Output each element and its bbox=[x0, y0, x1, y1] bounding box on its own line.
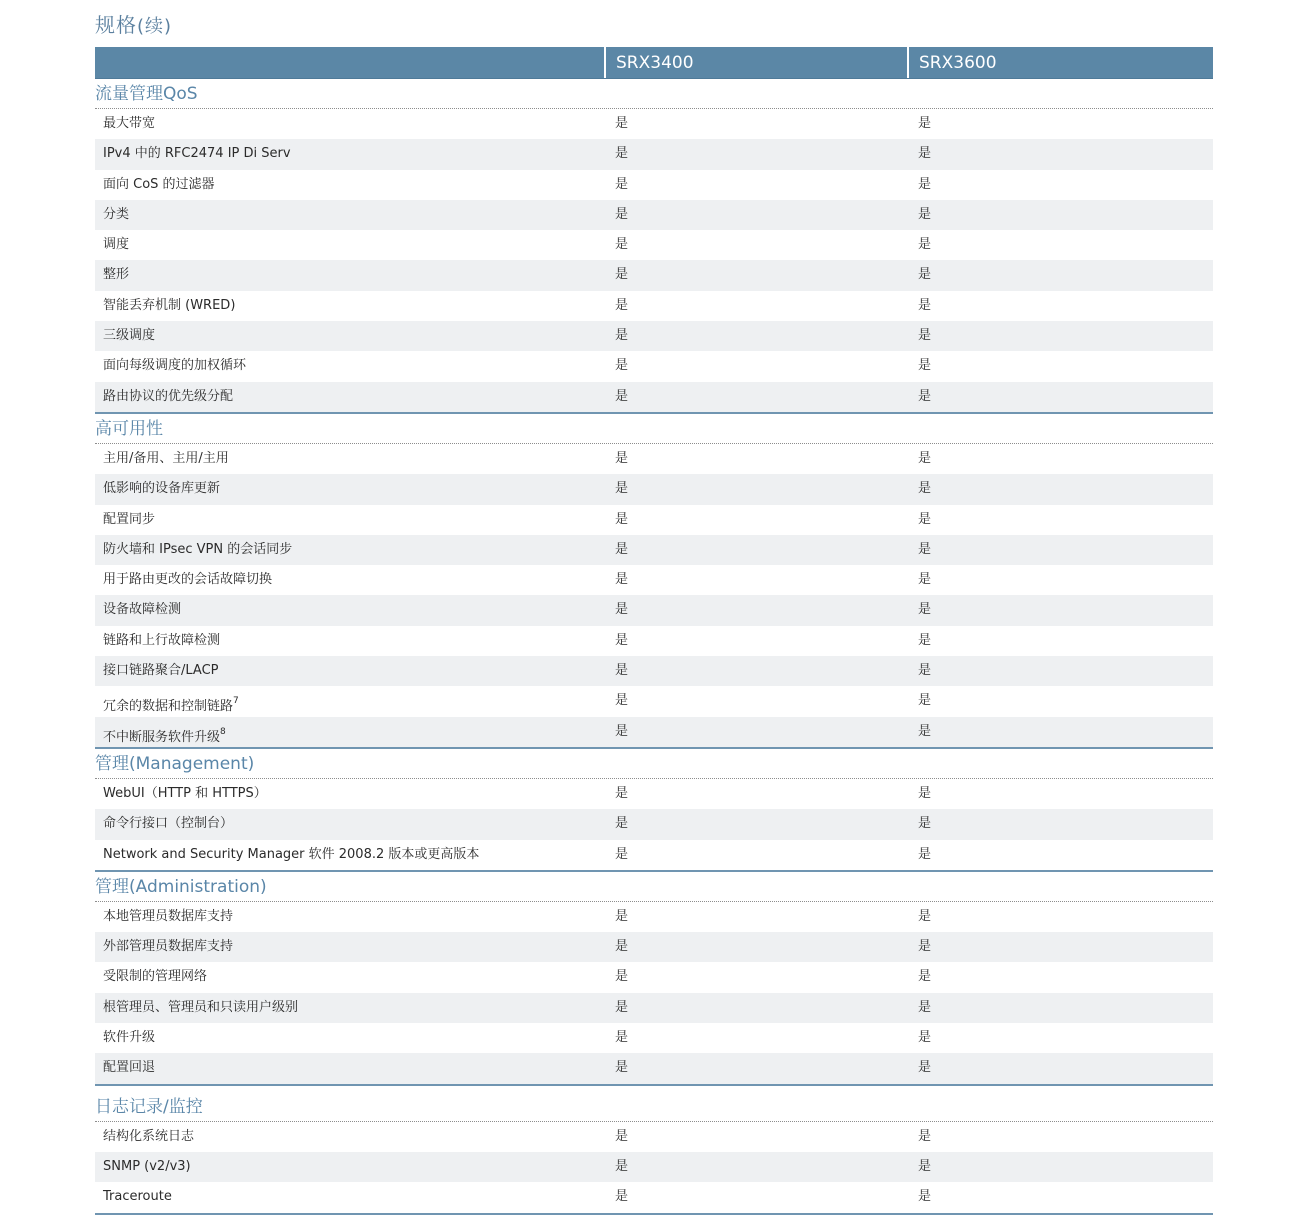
feature-name-cell bbox=[103, 321, 155, 351]
table-row bbox=[95, 1053, 1213, 1083]
feature-name: 外部管理员数据库支持 bbox=[103, 939, 234, 955]
feature-name-cell bbox=[103, 932, 233, 962]
feature-name-cell bbox=[103, 626, 220, 656]
table-row bbox=[95, 1122, 1213, 1152]
srx3600-value: 是 bbox=[918, 328, 932, 344]
feature-name-cell bbox=[103, 1023, 155, 1053]
feature-name: 链路和上行故障检测 bbox=[103, 632, 221, 648]
feature-name: 面向每级调度的加权循环 bbox=[103, 358, 247, 374]
srx3400-value: 是 bbox=[615, 116, 629, 131]
srx3400-value: 是 bbox=[615, 146, 629, 162]
table-body bbox=[95, 79, 1213, 1215]
srx3400-value: 是 bbox=[615, 541, 629, 557]
feature-name-cell bbox=[103, 260, 129, 290]
feature-name-cell bbox=[103, 535, 292, 565]
srx3400-value: 是 bbox=[615, 1158, 629, 1174]
feature-name-cell bbox=[103, 656, 219, 686]
table-row bbox=[95, 902, 1213, 932]
srx3400-value: 是 bbox=[615, 999, 629, 1015]
table-section bbox=[95, 749, 1213, 872]
srx3400-value: 是 bbox=[615, 816, 629, 832]
table-row bbox=[95, 962, 1213, 992]
srx3400-value: 是 bbox=[615, 723, 629, 739]
table-row bbox=[95, 139, 1213, 169]
section-title: 日志记录/监控 bbox=[95, 1092, 1213, 1122]
srx3400-value: 是 bbox=[615, 297, 629, 313]
feature-name: 不中断服务软件升级 bbox=[103, 729, 221, 745]
table-row bbox=[95, 382, 1213, 412]
table-row bbox=[95, 1023, 1213, 1053]
table-row bbox=[95, 535, 1213, 565]
srx3400-value: 是 bbox=[615, 663, 629, 679]
feature-name: 结构化系统日志 bbox=[103, 1128, 195, 1144]
srx3400-value: 是 bbox=[615, 785, 629, 801]
srx3600-value: 是 bbox=[918, 723, 932, 739]
srx3600-value: 是 bbox=[918, 785, 932, 801]
page-title-suffix: (续) bbox=[137, 16, 173, 37]
srx3600-value: 是 bbox=[918, 1158, 932, 1174]
feature-name: 根管理员、管理员和只读用户级别 bbox=[103, 999, 299, 1015]
column-header-srx3400: SRX3400 bbox=[604, 47, 908, 78]
srx3400-value: 是 bbox=[615, 267, 629, 283]
table-row bbox=[95, 717, 1213, 747]
feature-name-cell bbox=[103, 291, 235, 321]
feature-name-cell bbox=[103, 595, 181, 625]
section-title: 流量管理QoS bbox=[95, 79, 1213, 109]
page-title-text: 规格 bbox=[95, 13, 137, 37]
srx3600-value: 是 bbox=[918, 206, 932, 222]
srx3600-value: 是 bbox=[918, 511, 932, 527]
srx3600-value: 是 bbox=[918, 939, 932, 955]
srx3600-value: 是 bbox=[918, 663, 932, 679]
feature-name: SNMP (v2/v3) bbox=[103, 1158, 191, 1174]
feature-name-cell bbox=[103, 1122, 194, 1152]
table-row bbox=[95, 779, 1213, 809]
spec-table bbox=[95, 47, 1213, 1215]
table-row bbox=[95, 291, 1213, 321]
srx3400-value: 是 bbox=[615, 1060, 629, 1076]
table-section bbox=[95, 872, 1213, 1086]
srx3600-value: 是 bbox=[918, 1060, 932, 1076]
srx3400-value: 是 bbox=[615, 602, 629, 618]
feature-name-cell bbox=[103, 1053, 155, 1083]
table-row bbox=[95, 595, 1213, 625]
srx3600-value: 是 bbox=[918, 908, 932, 924]
srx3600-value: 是 bbox=[918, 541, 932, 557]
table-row bbox=[95, 351, 1213, 381]
table-row bbox=[95, 321, 1213, 351]
table-row bbox=[95, 109, 1213, 139]
footnote-marker: 7 bbox=[233, 696, 239, 707]
table-header bbox=[95, 47, 1213, 79]
srx3400-value: 是 bbox=[615, 481, 629, 497]
srx3600-value: 是 bbox=[918, 481, 932, 497]
feature-name: 用于路由更改的会话故障切换 bbox=[103, 572, 273, 588]
feature-name-cell bbox=[103, 902, 233, 932]
section-title: 管理(Management) bbox=[95, 749, 1213, 779]
srx3400-value: 是 bbox=[615, 206, 629, 222]
srx3400-value: 是 bbox=[615, 693, 629, 709]
feature-name: 设备故障检测 bbox=[103, 602, 182, 618]
feature-name: 三级调度 bbox=[103, 328, 156, 344]
table-row bbox=[95, 474, 1213, 504]
srx3400-value: 是 bbox=[615, 1128, 629, 1144]
srx3600-value: 是 bbox=[918, 388, 932, 404]
table-row bbox=[95, 565, 1213, 595]
feature-name: Network and Security Manager 软件 2008.2 版本或更高版本 bbox=[103, 846, 480, 862]
srx3600-value: 是 bbox=[918, 450, 932, 466]
feature-name: 分类 bbox=[103, 206, 130, 222]
feature-name-cell bbox=[103, 109, 155, 139]
feature-name: 低影响的设备库更新 bbox=[103, 481, 221, 497]
feature-name: 防火墙和 IPsec VPN 的会话同步 bbox=[103, 541, 293, 557]
srx3400-value: 是 bbox=[615, 1030, 629, 1046]
feature-name-cell bbox=[103, 444, 229, 474]
feature-name: 主用/备用、主用/主用 bbox=[103, 450, 229, 466]
feature-name: 路由协议的优先级分配 bbox=[103, 388, 234, 404]
srx3600-value: 是 bbox=[918, 176, 932, 192]
table-row bbox=[95, 230, 1213, 260]
feature-name: 软件升级 bbox=[103, 1030, 156, 1046]
feature-name: 调度 bbox=[103, 237, 130, 253]
feature-name-cell bbox=[103, 200, 129, 230]
feature-name: 配置回退 bbox=[103, 1060, 156, 1076]
feature-name-cell bbox=[103, 230, 129, 260]
table-row bbox=[95, 932, 1213, 962]
srx3400-value: 是 bbox=[615, 511, 629, 527]
srx3600-value: 是 bbox=[918, 1128, 932, 1144]
feature-name: 最大带宽 bbox=[103, 116, 156, 131]
feature-name-cell bbox=[103, 1182, 172, 1212]
table-row bbox=[95, 260, 1213, 290]
srx3600-value: 是 bbox=[918, 358, 932, 374]
srx3600-value: 是 bbox=[918, 572, 932, 588]
feature-name: WebUI（HTTP 和 HTTPS） bbox=[103, 785, 267, 801]
srx3600-value: 是 bbox=[918, 116, 932, 131]
table-row bbox=[95, 656, 1213, 686]
feature-name: IPv4 中的 RFC2474 IP Di Serv bbox=[103, 146, 291, 162]
feature-name-cell bbox=[103, 505, 155, 535]
feature-name: 整形 bbox=[103, 267, 130, 283]
srx3600-value: 是 bbox=[918, 816, 932, 832]
section-title: 高可用性 bbox=[95, 414, 1213, 444]
feature-name-cell bbox=[103, 170, 215, 200]
srx3600-value: 是 bbox=[918, 602, 932, 618]
table-row bbox=[95, 1152, 1213, 1182]
feature-name-cell bbox=[103, 809, 233, 839]
srx3400-value: 是 bbox=[615, 176, 629, 192]
table-row bbox=[95, 444, 1213, 474]
feature-name-cell bbox=[103, 717, 226, 753]
srx3600-value: 是 bbox=[918, 846, 932, 862]
srx3600-value: 是 bbox=[918, 1189, 932, 1205]
srx3400-value: 是 bbox=[615, 388, 629, 404]
table-row bbox=[95, 686, 1213, 716]
feature-name-cell bbox=[103, 993, 298, 1023]
srx3600-value: 是 bbox=[918, 1030, 932, 1046]
table-row bbox=[95, 1182, 1213, 1212]
table-row bbox=[95, 505, 1213, 535]
column-header-srx3600: SRX3600 bbox=[907, 47, 1213, 78]
feature-name-cell bbox=[103, 474, 220, 504]
feature-name: 命令行接口（控制台） bbox=[103, 816, 234, 832]
feature-name-cell bbox=[103, 1152, 191, 1182]
feature-name-cell bbox=[103, 840, 479, 870]
srx3400-value: 是 bbox=[615, 908, 629, 924]
srx3600-value: 是 bbox=[918, 969, 932, 985]
table-section bbox=[95, 79, 1213, 414]
srx3400-value: 是 bbox=[615, 939, 629, 955]
feature-name: 配置同步 bbox=[103, 511, 156, 527]
feature-name: 智能丢弃机制 (WRED) bbox=[103, 297, 236, 313]
feature-name: 受限制的管理网络 bbox=[103, 969, 208, 985]
table-row bbox=[95, 993, 1213, 1023]
table-row bbox=[95, 840, 1213, 870]
srx3600-value: 是 bbox=[918, 999, 932, 1015]
feature-name: 冗余的数据和控制链路 bbox=[103, 699, 234, 715]
feature-name-cell bbox=[103, 351, 246, 381]
srx3400-value: 是 bbox=[615, 1189, 629, 1205]
srx3400-value: 是 bbox=[615, 450, 629, 466]
table-row bbox=[95, 200, 1213, 230]
srx3400-value: 是 bbox=[615, 328, 629, 344]
section-title: 管理(Administration) bbox=[95, 872, 1213, 902]
table-section bbox=[95, 414, 1213, 749]
footnote-marker: 8 bbox=[220, 726, 226, 737]
table-row bbox=[95, 809, 1213, 839]
srx3600-value: 是 bbox=[918, 267, 932, 283]
srx3400-value: 是 bbox=[615, 632, 629, 648]
srx3600-value: 是 bbox=[918, 297, 932, 313]
page-title bbox=[95, 9, 172, 38]
feature-name: 本地管理员数据库支持 bbox=[103, 908, 234, 924]
feature-name-cell bbox=[103, 779, 267, 809]
feature-name-cell bbox=[103, 962, 207, 992]
srx3400-value: 是 bbox=[615, 358, 629, 374]
table-row bbox=[95, 170, 1213, 200]
srx3400-value: 是 bbox=[615, 846, 629, 862]
srx3400-value: 是 bbox=[615, 237, 629, 253]
srx3600-value: 是 bbox=[918, 632, 932, 648]
srx3600-value: 是 bbox=[918, 693, 932, 709]
feature-name-cell bbox=[103, 565, 272, 595]
feature-name-cell bbox=[103, 382, 233, 412]
feature-name: 接口链路聚合/LACP bbox=[103, 663, 219, 679]
feature-name: 面向 CoS 的过滤器 bbox=[103, 176, 215, 192]
srx3600-value: 是 bbox=[918, 146, 932, 162]
srx3400-value: 是 bbox=[615, 969, 629, 985]
table-row bbox=[95, 626, 1213, 656]
table-section bbox=[95, 1092, 1213, 1215]
srx3600-value: 是 bbox=[918, 237, 932, 253]
feature-name-cell bbox=[103, 139, 291, 169]
feature-name: Traceroute bbox=[103, 1189, 172, 1205]
srx3400-value: 是 bbox=[615, 572, 629, 588]
